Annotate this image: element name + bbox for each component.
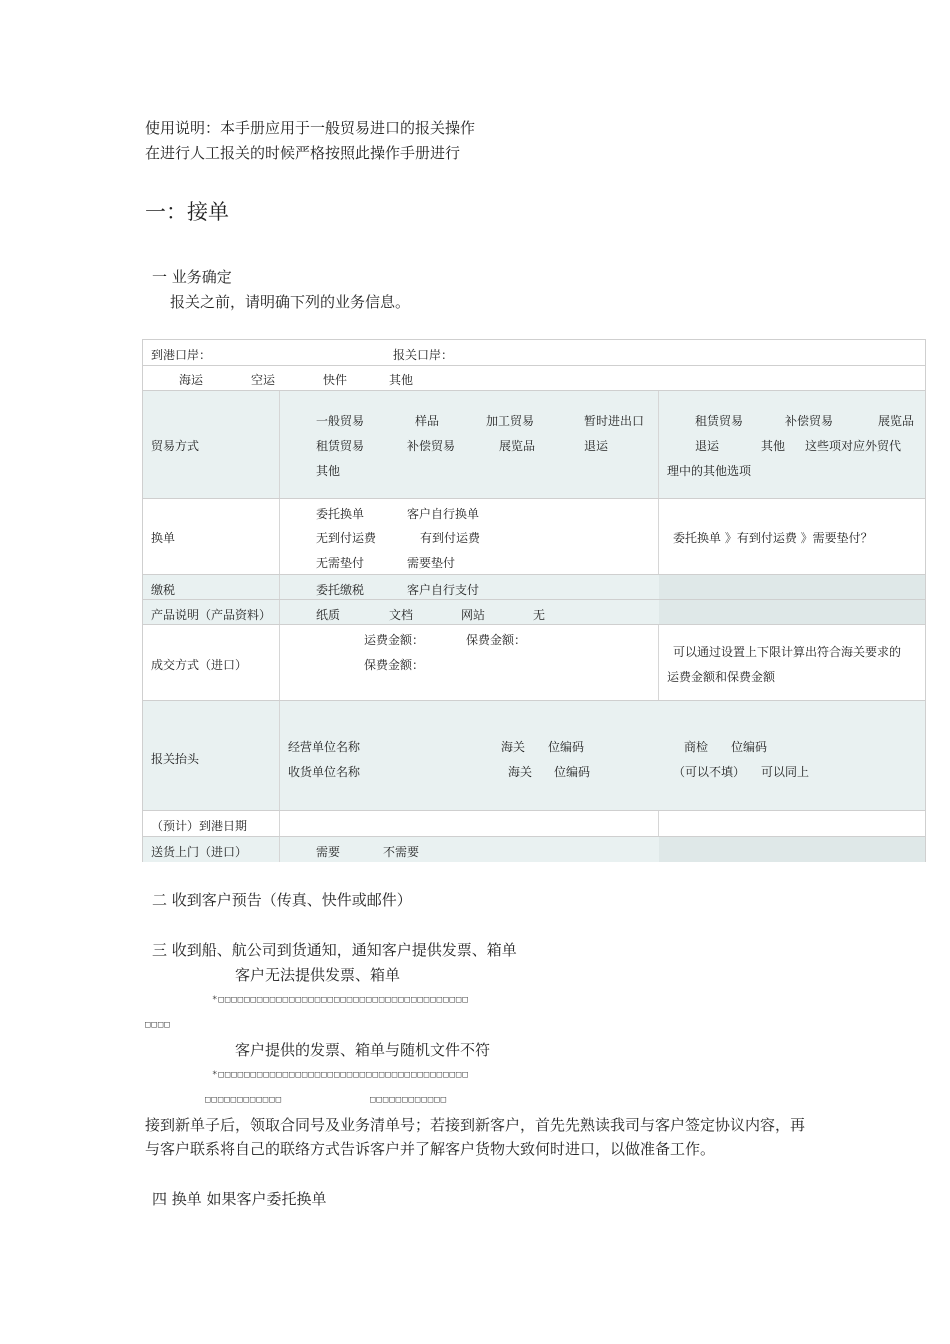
table-row (143, 811, 925, 837)
unit-code-label: 位编码 (554, 765, 591, 779)
trade-mode-label: 贸易方式 (151, 439, 200, 453)
trade-option: 其他 (316, 464, 341, 478)
trade-option: 展览品 (499, 439, 536, 453)
exchange-option: 委托换单 (316, 507, 365, 521)
product-option: 文档 (389, 608, 414, 622)
product-desc-label: 产品说明（产品资料） (151, 608, 272, 622)
exchange-option: 有到付运费 (420, 531, 481, 545)
port-label: 到港口岸： (151, 348, 212, 362)
freight-amount-label: 运费金额： (364, 633, 425, 647)
case-1-text: 客户无法提供发票、箱单 (235, 966, 401, 984)
delivery-label: 送货上门（进口） (151, 845, 248, 859)
subsection-3-title: 三 收到船、航公司到货通知，通知客户提供发票、箱单 (152, 941, 517, 959)
tax-option: 客户自行支付 (407, 583, 480, 597)
customs-label: 海关 (508, 765, 533, 779)
transport-option: 其他 (389, 373, 414, 387)
garbled-text: □□□□□□□□□□□□ (205, 1095, 283, 1105)
optional-note: （可以不填） (673, 765, 746, 779)
exchange-option: 需要垫付 (407, 556, 456, 570)
garbled-text: □□□□□□□□□□□□ (370, 1095, 448, 1105)
trade-note: 其他 (761, 439, 786, 453)
inspection-label: 商检 (684, 740, 709, 754)
trade-note: 理中的其他选项 (667, 464, 752, 478)
table-row (143, 366, 925, 391)
customs-label: 海关 (501, 740, 526, 754)
trade-note: 补偿贸易 (785, 414, 834, 428)
table-row (143, 340, 925, 366)
garbled-text: □□□□ (145, 1020, 171, 1030)
garbled-text: *□□□□□□□□□□□□□□□□□□□□□□□□□□□□□□□□□□□□□□□ (212, 1070, 469, 1080)
trade-option: 暂时进出口 (584, 414, 645, 428)
table-row (143, 575, 925, 600)
case-2-text: 客户提供的发票、箱单与随机文件不符 (235, 1041, 491, 1059)
table-row (143, 391, 925, 499)
product-option: 网站 (461, 608, 486, 622)
insurance-amount-label: 保费金额： (364, 658, 425, 672)
exchange-option: 客户自行换单 (407, 507, 480, 521)
table-row (143, 837, 925, 862)
tax-option: 委托缴税 (316, 583, 365, 597)
trade-option: 租赁贸易 (316, 439, 365, 453)
arrival-date-label: （预计）到港日期 (151, 819, 248, 833)
table-row (143, 499, 925, 575)
customs-port-label: 报关口岸： (393, 348, 454, 362)
delivery-option: 不需要 (383, 845, 420, 859)
transport-option: 海运 (179, 373, 204, 387)
unit-code-label: 位编码 (731, 740, 768, 754)
deal-note: 运费金额和保费金额 (667, 670, 776, 684)
delivery-option: 需要 (316, 845, 341, 859)
consignee-name-label: 收货单位名称 (288, 765, 361, 779)
table-row (143, 600, 925, 625)
trade-note: 展览品 (878, 414, 915, 428)
insurance-amount-label: 保费金额： (466, 633, 527, 647)
trade-option: 退运 (584, 439, 609, 453)
transport-option: 空运 (251, 373, 276, 387)
intro-line-2: 在进行人工报关的时候严格按照此操作手册进行 (145, 144, 461, 162)
unit-code-label: 位编码 (548, 740, 585, 754)
subsection-2-title: 二 收到客户预告（传真、快件或邮件） (152, 891, 412, 909)
operator-name-label: 经营单位名称 (288, 740, 361, 754)
section-title: 一：接单 (145, 200, 229, 224)
business-info-table (142, 339, 926, 862)
table-row (143, 625, 925, 701)
subsection-4-title: 四 换单 如果客户委托换单 (152, 1190, 327, 1208)
garbled-text: *□□□□□□□□□□□□□□□□□□□□□□□□□□□□□□□□□□□□□□□ (212, 995, 469, 1005)
deal-note: 可以通过设置上下限计算出符合海关要求的 (673, 645, 902, 659)
same-as-above-note: 可以同上 (761, 765, 810, 779)
trade-option: 一般贸易 (316, 414, 365, 428)
exchange-label: 换单 (151, 531, 176, 545)
transport-option: 快件 (323, 373, 348, 387)
deal-method-label: 成交方式（进口） (151, 658, 248, 672)
trade-option: 补偿贸易 (407, 439, 456, 453)
declaration-header-label: 报关抬头 (151, 752, 200, 766)
trade-option: 加工贸易 (486, 414, 535, 428)
exchange-option: 无到付运费 (316, 531, 377, 545)
trade-note: 这些项对应外贸代 (805, 439, 902, 453)
intro-line-1: 使用说明：本手册应用于一般贸易进口的报关操作 (145, 119, 476, 137)
product-option: 纸质 (316, 608, 341, 622)
subsection-1-desc: 报关之前，请明确下列的业务信息。 (170, 293, 411, 311)
subsection-1-title: 一 业务确定 (152, 268, 232, 286)
body-paragraph: 接到新单子后，领取合同号及业务清单号；若接到新客户，首先先熟读我司与客户签定协议内容，再与客户联系将自己的联络方式告诉客户并了解客户货物大致何时进口，以做准备工作。 (145, 1116, 806, 1158)
tax-label: 缴税 (151, 583, 176, 597)
trade-note: 租赁贸易 (695, 414, 744, 428)
table-row (143, 701, 925, 811)
exchange-note: 委托换单 》有到付运费 》需要垫付？ (673, 531, 873, 545)
exchange-option: 无需垫付 (316, 556, 365, 570)
trade-option: 样品 (415, 414, 440, 428)
product-option: 无 (533, 608, 546, 622)
trade-note: 退运 (695, 439, 720, 453)
